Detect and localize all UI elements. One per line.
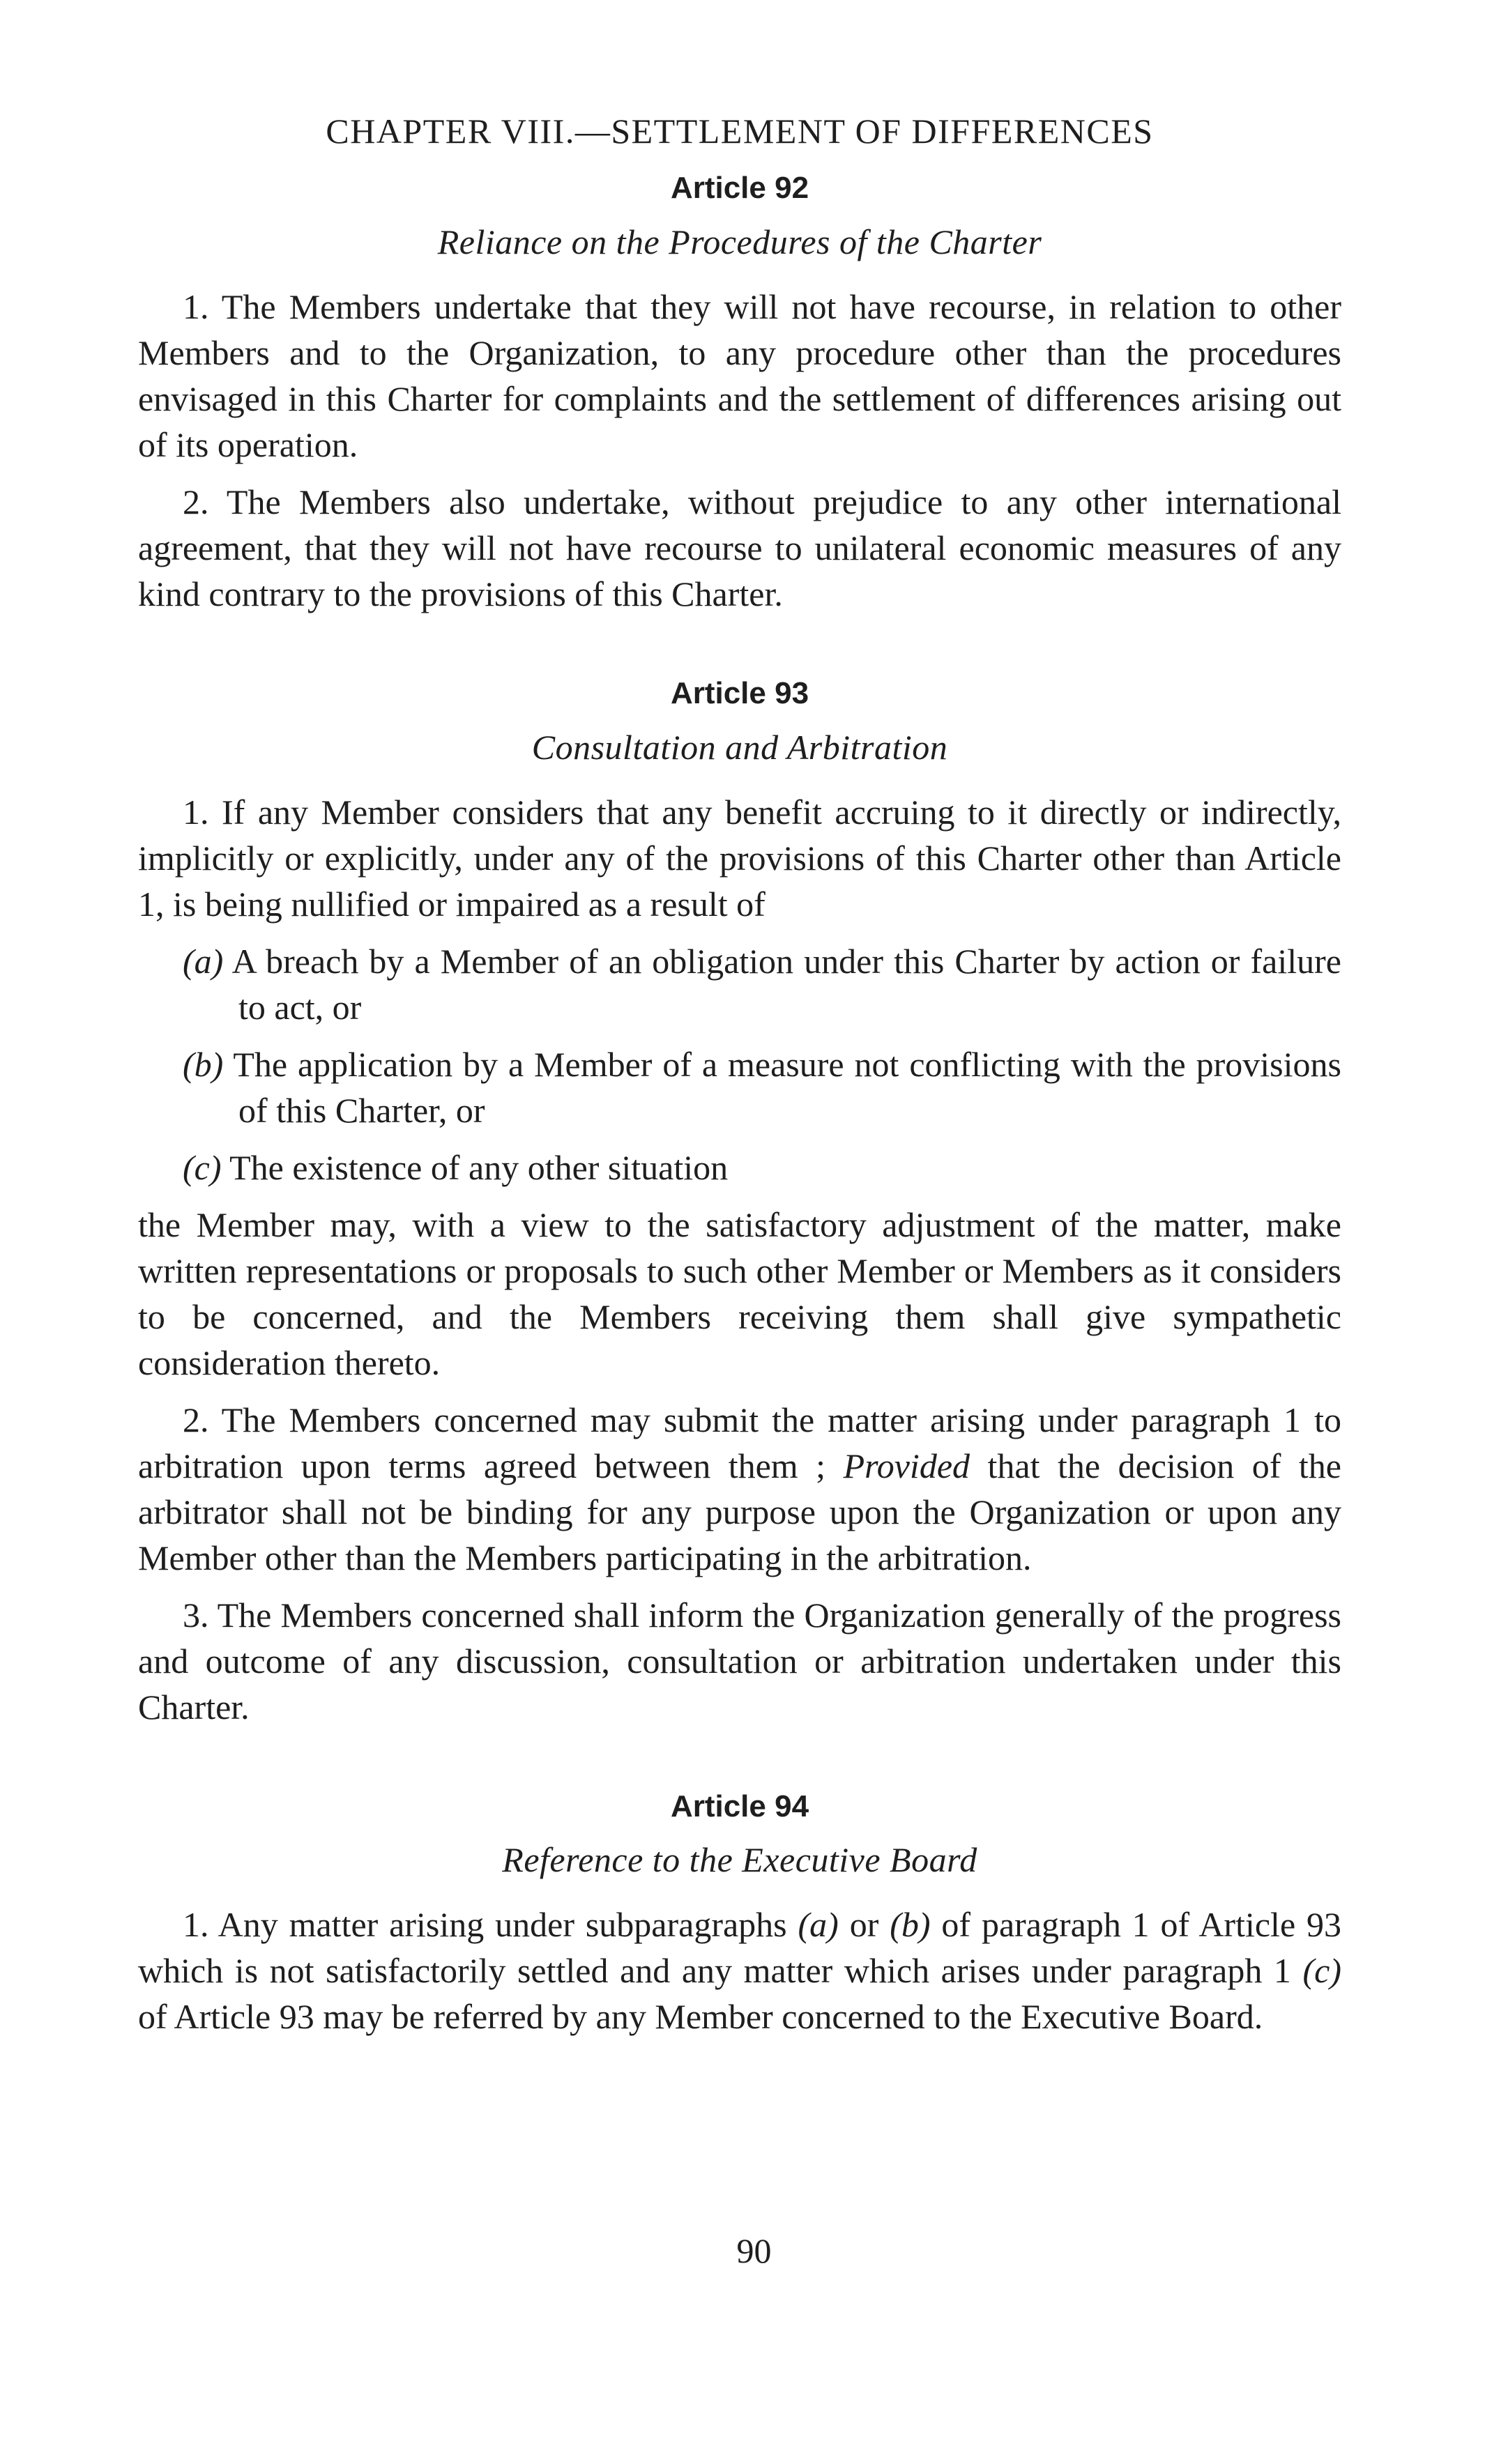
section-spacer xyxy=(138,1741,1341,1789)
chapter-heading: CHAPTER VIII.—SETTLEMENT OF DIFFERENCES xyxy=(326,112,1154,151)
item-label: (a) xyxy=(183,941,224,981)
document-page xyxy=(138,110,1341,2051)
italic-text: (a) xyxy=(798,1905,839,1945)
article-93 xyxy=(138,675,1341,1730)
item-text: The existence of any other situation xyxy=(229,1147,729,1187)
section-spacer xyxy=(138,628,1341,675)
paragraph: 3. The Members concerned shall inform the Organization generally of the progress and outcome of any discussion, consultation or arbitration undertaken under this Charter. xyxy=(138,1595,1341,1727)
article-92 xyxy=(138,170,1341,617)
item-text: The application by a Member of a measure not conflicting with the provisions of this Charter, or xyxy=(233,1044,1341,1130)
article-title: Article 93 xyxy=(670,675,809,710)
text-segment: of Article 93 may be referred by any Member concerned to the Executive Board. xyxy=(138,1997,1263,2037)
text-segment: 1. Any matter arising under subparagraphs xyxy=(183,1905,798,1945)
italic-text: Provided xyxy=(843,1446,970,1485)
article-subtitle: Reference to the Executive Board xyxy=(502,1840,977,1880)
item-label: (c) xyxy=(183,1147,222,1187)
paragraph: 2. The Members also undertake, without prejudice to any other international agreement, that they will not have recourse to unilateral economic measures of any kind contrary to the provisions of this Charter. xyxy=(138,482,1341,613)
list-item xyxy=(138,1145,1341,1191)
article-title: Article 94 xyxy=(670,1789,809,1823)
text-segment: 2. The Members concerned may submit the matter arising under paragraph 1 to arbitration upon terms agreed between them ; xyxy=(138,1400,1341,1485)
article-subtitle: Reliance on the Procedures of the Charter xyxy=(437,222,1042,261)
item-label: (b) xyxy=(183,1044,224,1084)
article-title: Article 92 xyxy=(670,171,809,205)
list-item xyxy=(138,1041,1341,1133)
paragraph: 1. The Members undertake that they will not have recourse, in relation to other Members and to the Organization, to any procedure other than the procedures envisaged in this Charter for complaints and the settlement of differences arising out of its operation. xyxy=(138,286,1341,464)
text-segment: or xyxy=(838,1905,890,1945)
paragraph: 1. If any Member considers that any benefit accruing to it directly or indirectly, implicitly or explicitly, under any of the provisions of this Charter other than Article 1, is being nullified or impaired as a result of xyxy=(138,792,1341,924)
article-94 xyxy=(138,1789,1341,2040)
italic-text: (c) xyxy=(1302,1951,1341,1991)
italic-text: (b) xyxy=(890,1905,931,1945)
item-text: A breach by a Member of an obligation under this Charter by action or failure to act, or xyxy=(231,941,1341,1027)
text-segment: of paragraph 1 of Article 93 which is not satisfactorily settled and any matter which arises under paragraph 1 xyxy=(138,1905,1342,1991)
page-number: 90 xyxy=(736,2231,772,2270)
list-item xyxy=(138,938,1341,1030)
paragraph-continuation: the Member may, with a view to the satisfactory adjustment of the matter, make written representations or proposals to such other Member or Members as it considers to be concerned, and the Members receiving them shall give sympathetic consideration thereto. xyxy=(138,1204,1341,1382)
paragraph xyxy=(138,1901,1341,2040)
text-segment: that the decision of the arbitrator shall not be binding for any purpose upon the Organization or upon any Member other than the Members participating in the arbitration. xyxy=(138,1446,1341,1577)
paragraph xyxy=(138,1397,1341,1581)
article-subtitle: Consultation and Arbitration xyxy=(531,727,948,767)
